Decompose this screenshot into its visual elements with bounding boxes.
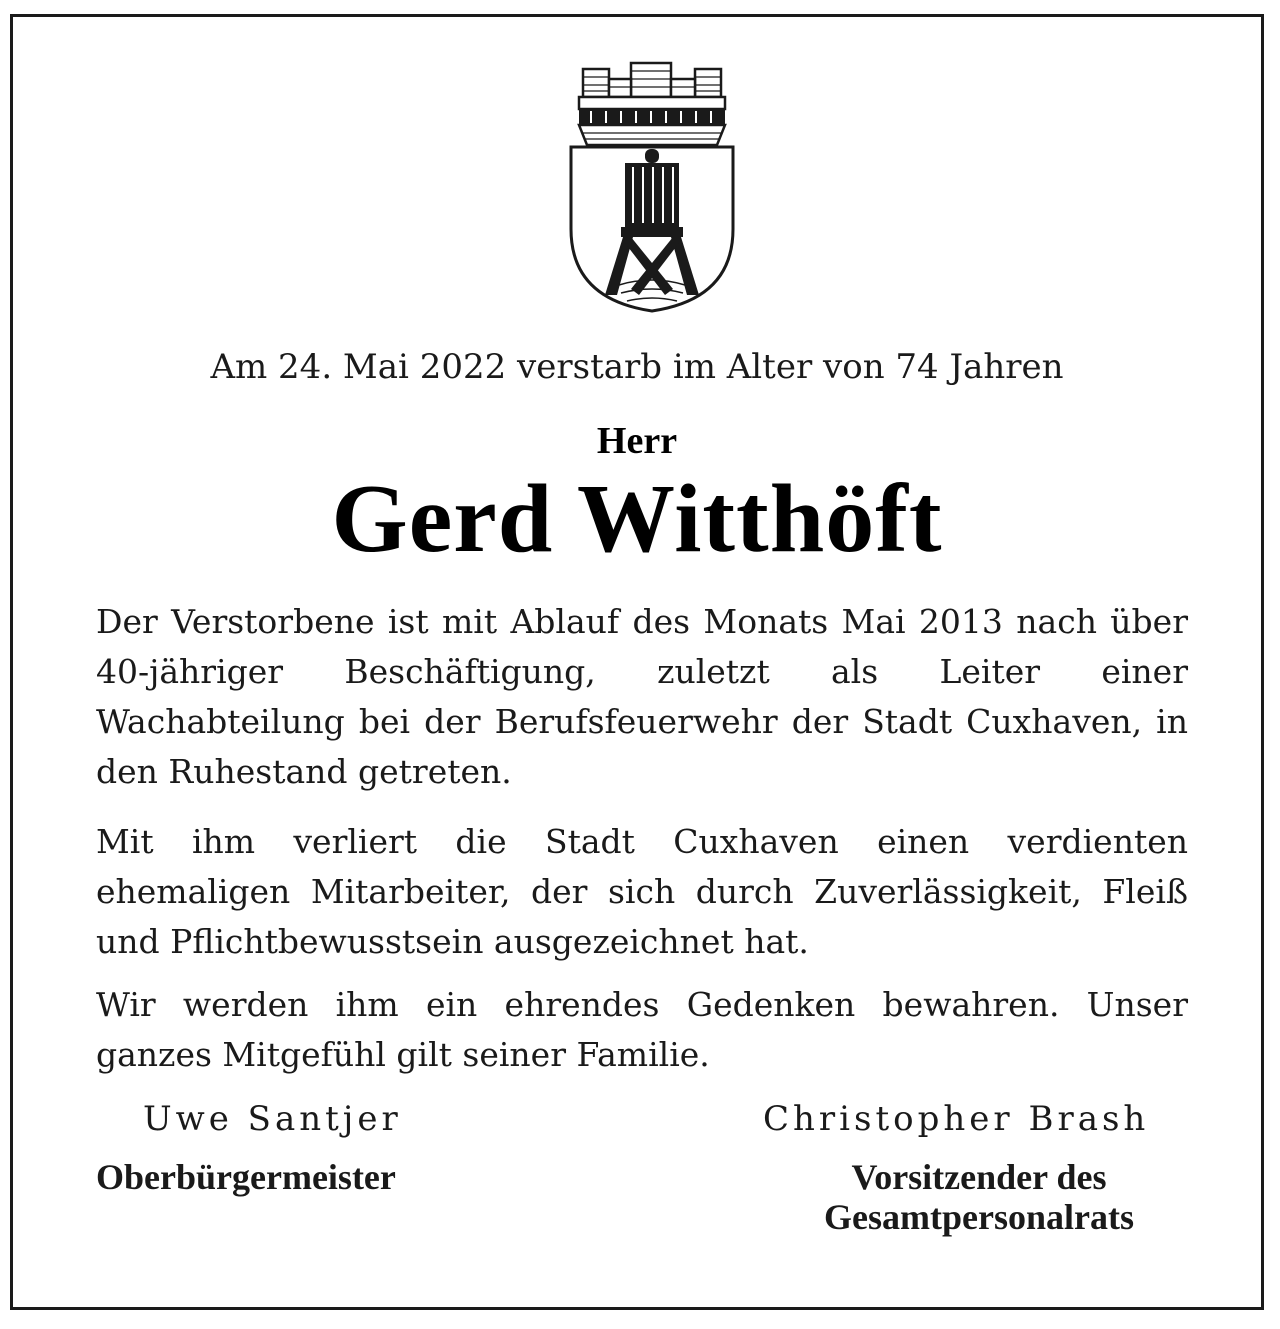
signatory-right-role — [759, 1157, 1199, 1237]
cuxhaven-coat-of-arms-icon — [561, 49, 743, 317]
obituary-notice — [10, 14, 1264, 1310]
signatory-left-role: Oberbürgermeister — [96, 1157, 396, 1197]
signatory-right-role-line1: Vorsitzender des — [851, 1157, 1107, 1197]
salutation: Herr — [596, 420, 678, 462]
paragraph-career: Der Verstorbene ist mit Ablauf des Monats Mai 2013 nach über 40-jähriger Beschäftigung, zuletzt als Leiter einer Wachabteilung bei der Berufsfeuerwehr der Stadt Cuxhaven, in den Ruhestand getreten. — [96, 602, 1188, 791]
intro-line: Am 24. Mai 2022 verstarb im Alter von 74 Jahren — [210, 347, 1064, 387]
signatory-left-name: Uwe Santjer — [143, 1099, 402, 1139]
signatory-right-name: Christopher Brash — [763, 1099, 1150, 1139]
paragraph-condolence: Wir werden ihm ein ehrendes Gedenken bewahren. Unser ganzes Mitgefühl gilt seiner Familie. — [96, 985, 1188, 1074]
paragraph-tribute: Mit ihm verliert die Stadt Cuxhaven einen verdienten ehemaligen Mitarbeiter, der sich durch Zuverlässigkeit, Fleiß und Pflichtbewusstsein ausgezeichnet hat. — [96, 822, 1188, 961]
signatory-right-role-line2: Gesamtpersonalrats — [824, 1197, 1134, 1237]
deceased-name: Gerd Witthöft — [331, 465, 943, 573]
